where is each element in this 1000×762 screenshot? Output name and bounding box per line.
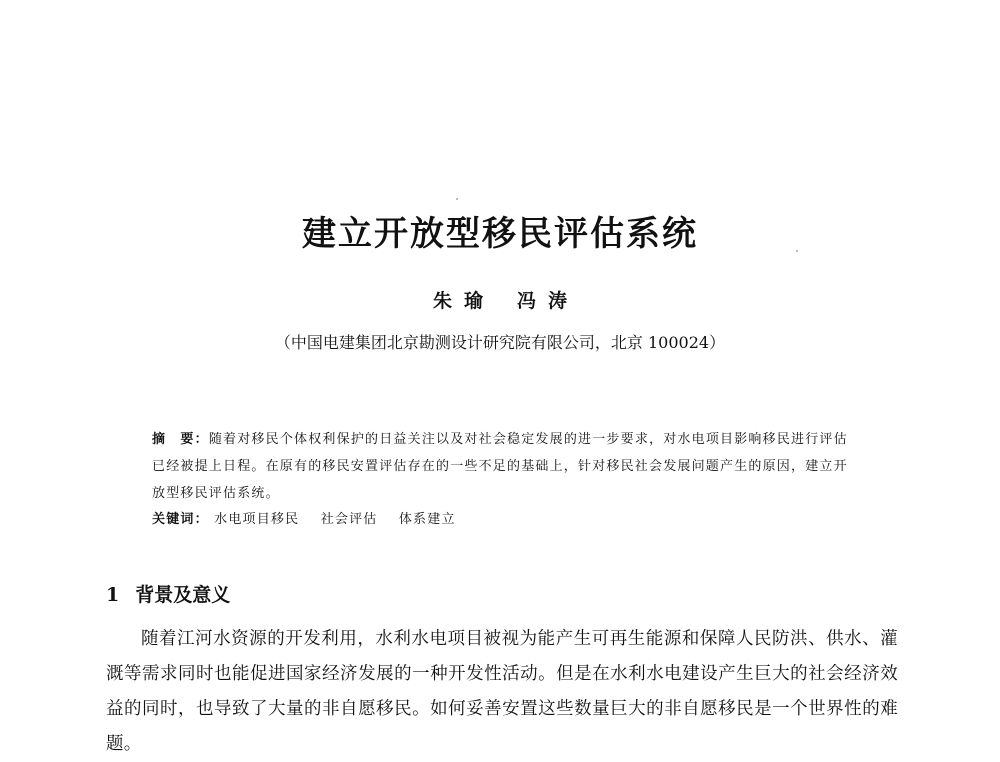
abstract-label: 摘 要： — [152, 432, 209, 447]
author-char: 冯 — [517, 290, 537, 312]
abstract-block — [152, 426, 852, 507]
keywords-label: 关键词： — [152, 512, 209, 527]
keyword: 社会评估 — [320, 512, 378, 527]
affiliation: （中国电建集团北京勘测设计研究院有限公司，北京 100024） — [274, 333, 726, 352]
keyword: 水电项目移民 — [214, 512, 300, 527]
author-list — [0, 286, 1000, 313]
author-char: 朱 — [432, 290, 452, 312]
author-char: 涛 — [548, 290, 568, 312]
section-heading — [106, 580, 230, 607]
scan-speck — [456, 198, 458, 200]
keyword: 体系建立 — [398, 512, 456, 527]
body-paragraph: 随着江河水资源的开发利用，水利水电项目被视为能产生可再生能源和保障人民防洪、供水、灌溉等需求同时也能促进国家经济发展的一种开发性活动。但是在水利水电建设产生巨大的社会经济效益的同时，也导致了大量的非自愿移民。如何妥善安置这些数量巨大的非自愿移民是一个世界性的难题。 — [106, 629, 898, 754]
abstract-text: 随着对移民个体权利保护的日益关注以及对社会稳定发展的进一步要求，对水电项目影响移民进行评估已经被提上日程。在原有的移民安置评估存在的一些不足的基础上，针对移民社会发展问题产生的原因，建立开放型移民评估系统。 — [152, 432, 848, 501]
keywords-block — [152, 508, 852, 527]
section-number: 1 — [106, 584, 120, 606]
paper-title: 建立开放型移民评估系统 — [302, 214, 698, 254]
author-char: 瑜 — [463, 290, 483, 312]
section-title: 背景及意义 — [135, 584, 231, 606]
